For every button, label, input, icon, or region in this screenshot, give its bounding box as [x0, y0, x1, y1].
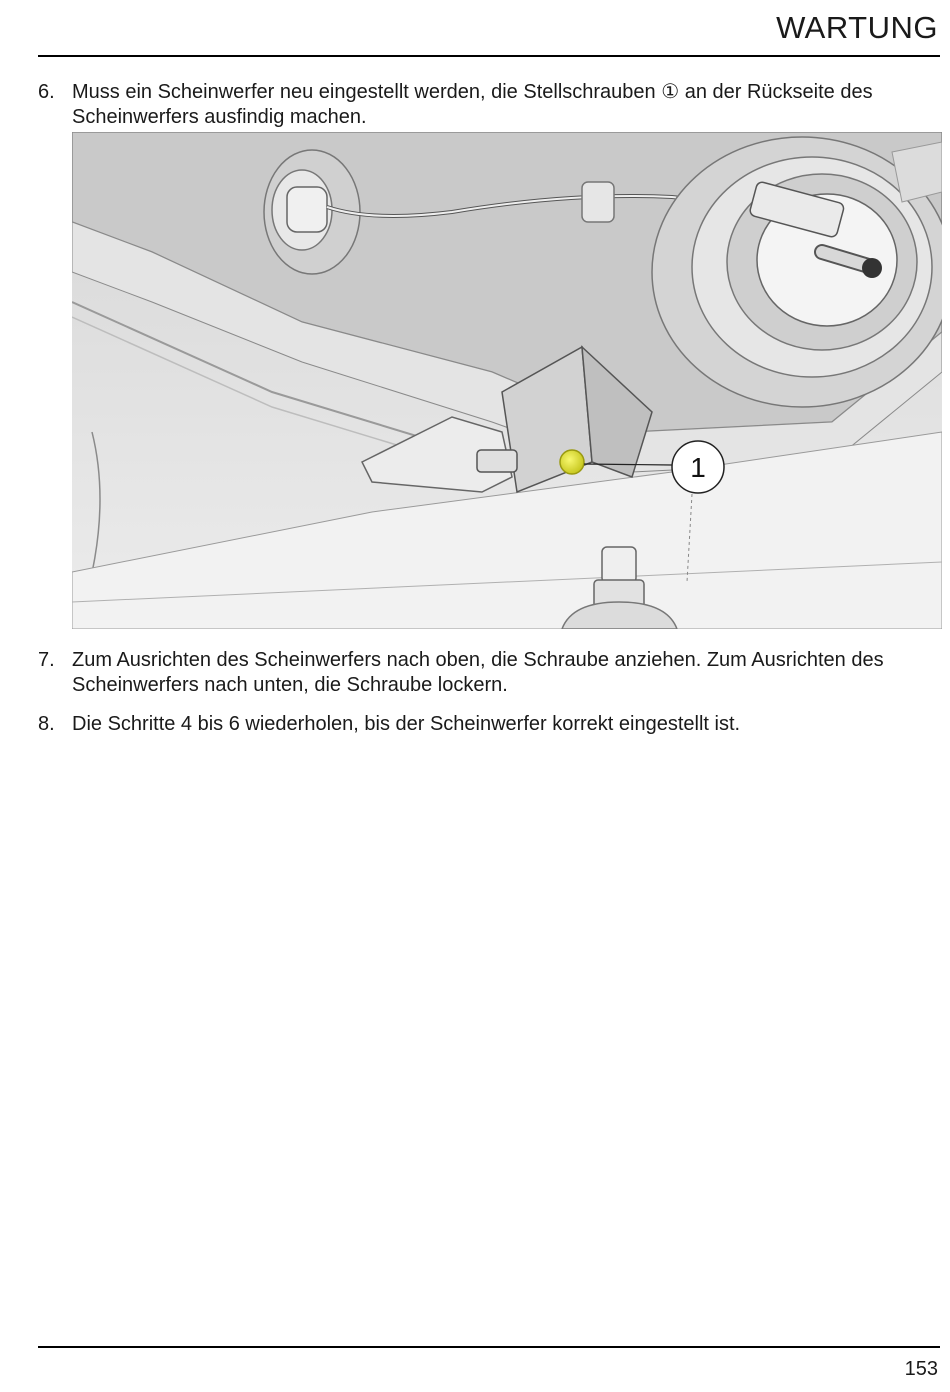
headlight-adjustment-illustration: [72, 132, 942, 629]
footer-rule: [38, 1346, 940, 1348]
cable-clip: [582, 182, 614, 222]
page-number: 153: [904, 1358, 938, 1380]
step-text: Muss ein Scheinwerfer neu eingestellt werden, die Stellschrauben ① an der Rückseite des Scheinwerfers ausfindig machen.: [72, 81, 873, 128]
callout-label: 1: [690, 452, 706, 483]
step-8: [38, 712, 938, 737]
adjusting-screw: [560, 450, 584, 474]
step-6: [38, 80, 938, 130]
step-7: [38, 648, 938, 698]
step-text: Die Schritte 4 bis 6 wiederholen, bis der Scheinwerfer korrekt eingestellt ist.: [72, 713, 741, 735]
step-number: 6.: [38, 81, 55, 103]
section-title: WARTUNG: [776, 10, 938, 45]
step-number: 7.: [38, 649, 55, 671]
header-rule: [38, 55, 940, 57]
step-text: Zum Ausrichten des Scheinwerfers nach oben, die Schraube anziehen. Zum Ausrichten des Scheinwerfers nach unten, die Schraube lockern.: [72, 649, 884, 696]
mounting-bolt: [602, 547, 636, 583]
step-number: 8.: [38, 713, 55, 735]
